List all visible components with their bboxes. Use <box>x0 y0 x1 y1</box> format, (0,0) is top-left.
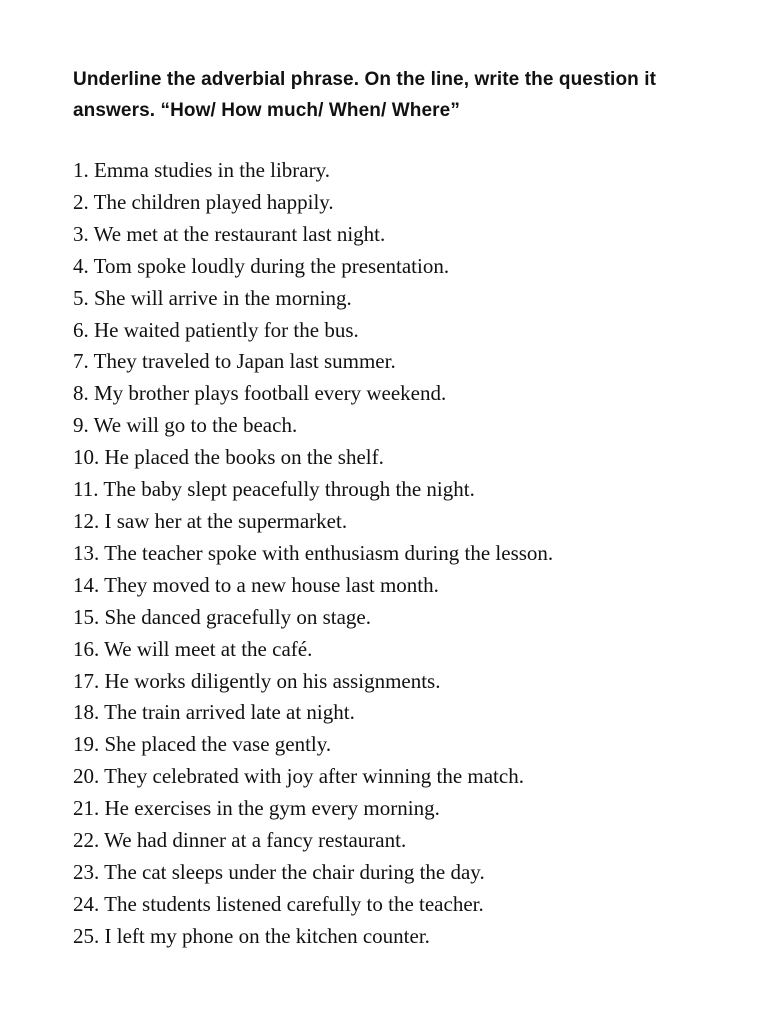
question-item: 4. Tom spoke loudly during the presentation. <box>73 253 450 278</box>
question-item: 23. The cat sleeps under the chair during the day. <box>73 859 485 884</box>
question-item: 7. They traveled to Japan last summer. <box>73 349 396 374</box>
question-item: 16. We will meet at the café. <box>73 636 313 661</box>
worksheet-page <box>73 64 733 953</box>
question-item: 11. The baby slept peacefully through the night. <box>73 477 475 502</box>
question-item: 14. They moved to a new house last month. <box>73 572 439 597</box>
question-item: 19. She placed the vase gently. <box>73 732 332 757</box>
question-item: 24. The students listened carefully to the teacher. <box>73 891 484 916</box>
worksheet-instructions: Underline the adverbial phrase. On the line, write the question it answers. “How/ How much/ When/ Where” <box>73 69 657 121</box>
question-item: 5. She will arrive in the morning. <box>73 285 352 310</box>
question-item: 17. He works diligently on his assignments. <box>73 668 441 693</box>
question-item: 15. She danced gracefully on stage. <box>73 604 371 629</box>
question-list <box>73 155 733 953</box>
question-item: 18. The train arrived late at night. <box>73 700 355 725</box>
question-item: 2. The children played happily. <box>73 189 334 214</box>
question-item: 3. We met at the restaurant last night. <box>73 221 386 246</box>
question-item: 12. I saw her at the supermarket. <box>73 508 348 533</box>
question-item: 8. My brother plays football every weekend. <box>73 381 447 406</box>
question-item: 22. We had dinner at a fancy restaurant. <box>73 828 407 853</box>
question-item: 10. He placed the books on the shelf. <box>73 445 384 470</box>
question-item: 25. I left my phone on the kitchen counter. <box>73 923 430 948</box>
question-item: 13. The teacher spoke with enthusiasm during the lesson. <box>73 540 554 565</box>
question-item: 9. We will go to the beach. <box>73 413 298 438</box>
question-item: 1. Emma studies in the library. <box>73 158 331 182</box>
question-item: 20. They celebrated with joy after winning the match. <box>73 764 524 789</box>
question-item: 21. He exercises in the gym every morning. <box>73 796 440 821</box>
question-item: 6. He waited patiently for the bus. <box>73 317 359 342</box>
